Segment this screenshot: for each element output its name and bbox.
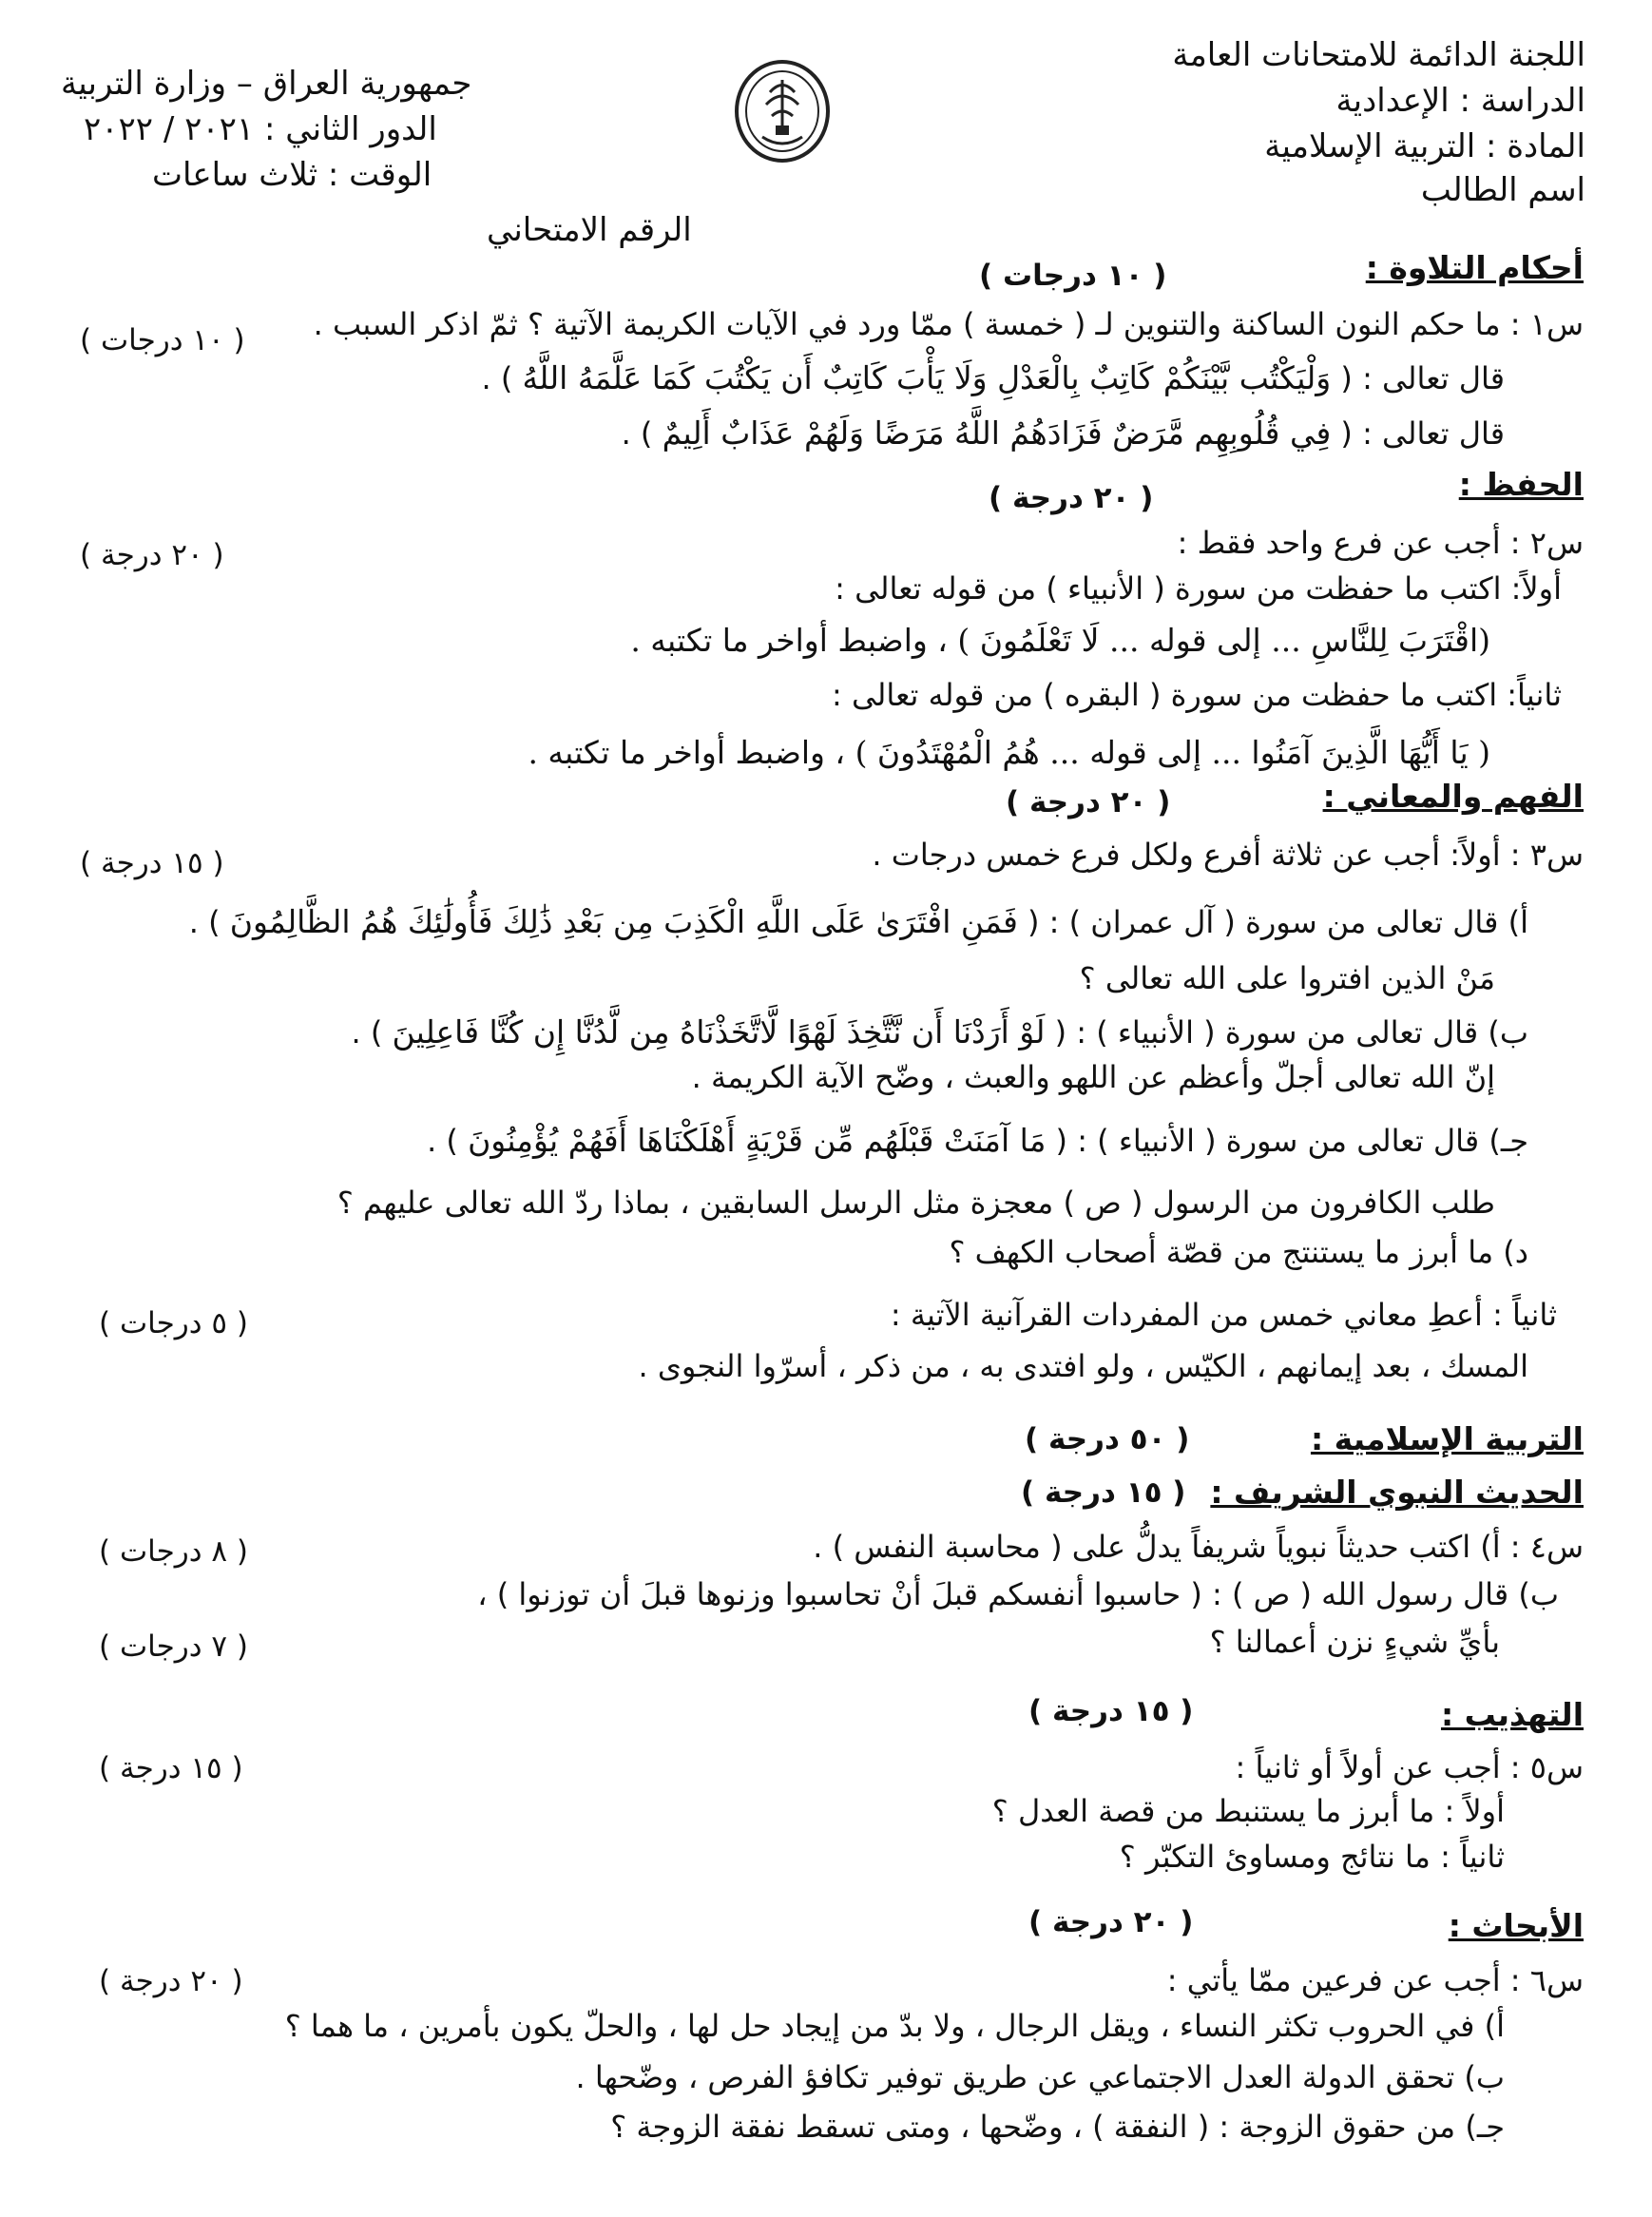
student-name-label: اسم الطالب: [1420, 171, 1585, 209]
q3-words: المسك ، بعد إيمانهم ، الكيّس ، ولو افتدى به ، من ذكر ، أسرّوا النجوى .: [638, 1348, 1528, 1384]
section-title-tarbiya: التربية الإسلامية :: [1310, 1420, 1584, 1457]
q4-b: ب) قال رسول الله ( ص ) : ( حاسبوا أنفسكم قبلَ أنْ تحاسبوا وزنوها قبلَ أن توزنوا ) ،: [477, 1576, 1559, 1612]
q6-stem: س٦ : أجب عن فرعين ممّا يأتي :: [1166, 1962, 1584, 1998]
q2-branch-b: ثانياً: اكتب ما حفظت من سورة ( البقره ) من قوله تعالى :: [831, 677, 1562, 713]
section-title-tahdhib: التهذيب :: [1440, 1696, 1584, 1733]
q5-stem: س٥ : أجب عن أولاً أو ثانياً :: [1235, 1749, 1584, 1785]
exam-time: الوقت : ثلاث ساعات: [152, 156, 432, 194]
q6-mark: ( ٢٠ درجة ): [99, 1964, 243, 1998]
q3-a-lead: أ) قال تعالى من سورة ( آل عمران ) : (: [1028, 904, 1528, 940]
subject: المادة : التربية الإسلامية: [1264, 127, 1585, 165]
q3-second: ثانياً : أعطِ معاني خمس من المفردات القرآنية الآتية :: [890, 1297, 1557, 1333]
q3-a-line: [189, 903, 1528, 940]
exam-round: الدور الثاني : ٢٠٢١ / ٢٠٢٢: [84, 110, 437, 148]
q5-a: أولاً : ما أبرز ما يستنبط من قصة العدل ؟: [991, 1793, 1505, 1829]
study-level: الدراسة : الإعدادية: [1335, 82, 1585, 120]
section-degree-tilawa: ( ١٠ درجات ): [979, 259, 1167, 293]
section-degree-abhath: ( ٢٠ درجة ): [1028, 1905, 1194, 1939]
q3-d: د) ما أبرز ما يستنتج من قصّة أصحاب الكهف ؟: [949, 1234, 1528, 1270]
section-title-tilawa: أحكام التلاوة :: [1365, 249, 1584, 286]
committee-name: اللجنة الدائمة للامتحانات العامة: [1172, 36, 1585, 74]
q3-stem: س٣ : أولاً: أجب عن ثلاثة أفرع ولكل فرع خمس درجات .: [872, 837, 1584, 873]
section-degree-hifdh: ( ٢٠ درجة ): [989, 481, 1154, 515]
q1-mark: ( ١٠ درجات ): [80, 323, 245, 357]
q6-b: ب) تحقق الدولة العدل الاجتماعي عن طريق توفير تكافؤ الفرص ، وضّحها .: [575, 2059, 1505, 2095]
section-degree-tahdhib: ( ١٥ درجة ): [1028, 1694, 1194, 1728]
exam-number-label: الرقم الامتحاني: [487, 211, 692, 249]
q3-c-end: ) .: [427, 1123, 458, 1159]
q1-verse2: فِي قُلُوبِهِم مَّرَضٌ فَزَادَهُمُ اللَّهُ مَرَضًا وَلَهُمْ عَذَابٌ أَلِيمٌ: [662, 414, 1332, 452]
q1-verse1-end: ) .: [481, 360, 513, 396]
q3-b-verse: لَوْ أَرَدْنَا أَن نَّتَّخِذَ لَهْوًا لَّاتَّخَذْنَاهُ مِن لَّدُنَّا إِن كُنَّا فَاعِلِينَ: [392, 1013, 1046, 1051]
q3-a-end: ) .: [188, 904, 221, 940]
iraq-ministry-emblem: [732, 59, 833, 164]
q3-c-line: [427, 1122, 1528, 1159]
q5-b: ثانياً : ما نتائج ومساوئ التكبّر ؟: [1119, 1839, 1505, 1875]
q2-branch-b-verse: ( يَا أَيُّهَا الَّذِينَ آمَنُوا ... إلى قوله ... هُمُ الْمُهْتَدُونَ ) ، واضبط أواخر ما تكتبه .: [528, 734, 1490, 771]
section-title-abhath: الأبحاث :: [1448, 1907, 1584, 1944]
q2-mark: ( ٢٠ درجة ): [80, 538, 224, 572]
republic-ministry: جمهورية العراق – وزارة التربية: [61, 65, 472, 103]
q1-verse1-lead: قال تعالى : (: [1340, 360, 1505, 396]
q6-a: أ) في الحروب تكثر النساء ، ويقل الرجال ، ولا بدّ من إيجاد حل لها ، والحلّ يكون بأمرين ، ما هما ؟: [284, 2008, 1505, 2044]
q1-verse2-end: ) .: [621, 415, 653, 452]
q2-branch-a: أولاً: اكتب ما حفظت من سورة ( الأنبياء ) من قوله تعالى :: [835, 570, 1562, 607]
q3-c-question: طلب الكافرون من الرسول ( ص ) معجزة مثل الرسل السابقين ، بماذا ردّ الله تعالى عليهم ؟: [336, 1185, 1495, 1221]
q3-b-line: [351, 1013, 1528, 1051]
section-degree-fahm: ( ٢٠ درجة ): [1006, 785, 1171, 819]
q1-verse2-lead: قال تعالى : (: [1340, 415, 1505, 452]
q2-stem: س٢ : أجب عن فرع واحد فقط :: [1177, 525, 1584, 561]
q1-verse2-line: [622, 414, 1505, 452]
section-title-hifdh: الحفظ :: [1458, 466, 1584, 503]
section-title-hadith: الحديث النبوي الشريف :: [1210, 1474, 1584, 1511]
q2-branch-a-verse: (اقْتَرَبَ لِلنَّاسِ ... إلى قوله ... لَا تَعْلَمُونَ ) ، واضبط أواخر ما تكتبه .: [630, 622, 1490, 659]
q4-b-mark: ( ٧ درجات ): [99, 1629, 248, 1664]
q3-a-question: مَنْ الذين افتروا على الله تعالى ؟: [1079, 960, 1495, 996]
q3-b-lead: ب) قال تعالى من سورة ( الأنبياء ) : (: [1054, 1014, 1528, 1051]
q3-c-lead: جـ) قال تعالى من سورة ( الأنبياء ) : (: [1055, 1123, 1528, 1159]
q5-mark: ( ١٥ درجة ): [99, 1751, 243, 1785]
section-degree-tarbiya: ( ٥٠ درجة ): [1025, 1422, 1190, 1456]
section-degree-hadith: ( ١٥ درجة ): [1021, 1475, 1186, 1510]
q3-b-question: إنّ الله تعالى أجلّ وأعظم عن اللهو والعبث ، وضّح الآية الكريمة .: [691, 1059, 1495, 1095]
q1-verse1-line: [482, 359, 1506, 396]
q1-stem: س١ : ما حكم النون الساكنة والتنوين لـ ( خمسة ) ممّا ورد في الآيات الكريمة الآتية ؟ ثمّ اذكر السبب .: [313, 306, 1584, 342]
q4-b-question: بأيِّ شيءٍ نزن أعمالنا ؟: [1209, 1624, 1500, 1660]
q3-mark: ( ١٥ درجة ): [80, 846, 224, 880]
q3-second-mark: ( ٥ درجات ): [99, 1306, 248, 1340]
q6-c: جـ) من حقوق الزوجة : ( النفقة ) ، وضّحها ، ومتى تسقط نفقة الزوجة ؟: [610, 2109, 1505, 2145]
q3-a-verse: فَمَنِ افْتَرَىٰ عَلَى اللَّهِ الْكَذِبَ مِن بَعْدِ ذَٰلِكَ فَأُولَٰئِكَ هُمُ الظَّالِمُونَ: [229, 903, 1018, 940]
q3-c-verse: مَا آمَنَتْ قَبْلَهُم مِّن قَرْيَةٍ أَهْلَكْنَاهَا أَفَهُمْ يُؤْمِنُونَ: [468, 1122, 1047, 1159]
q4-a-mark: ( ٨ درجات ): [99, 1534, 248, 1569]
q1-verse1: وَلْيَكْتُب بَّيْنَكُمْ كَاتِبٌ بِالْعَدْلِ وَلَا يَأْبَ كَاتِبٌ أَن يَكْتُبَ كَمَا عَلَّمَهُ اللَّهُ: [522, 359, 1332, 396]
q4-a: س٤ : أ) اكتب حديثاً نبوياً شريفاً يدلُّ على ( محاسبة النفس ) .: [813, 1529, 1584, 1565]
section-title-fahm: الفهم والمعاني :: [1322, 778, 1584, 815]
q3-b-end: ) .: [351, 1014, 383, 1051]
